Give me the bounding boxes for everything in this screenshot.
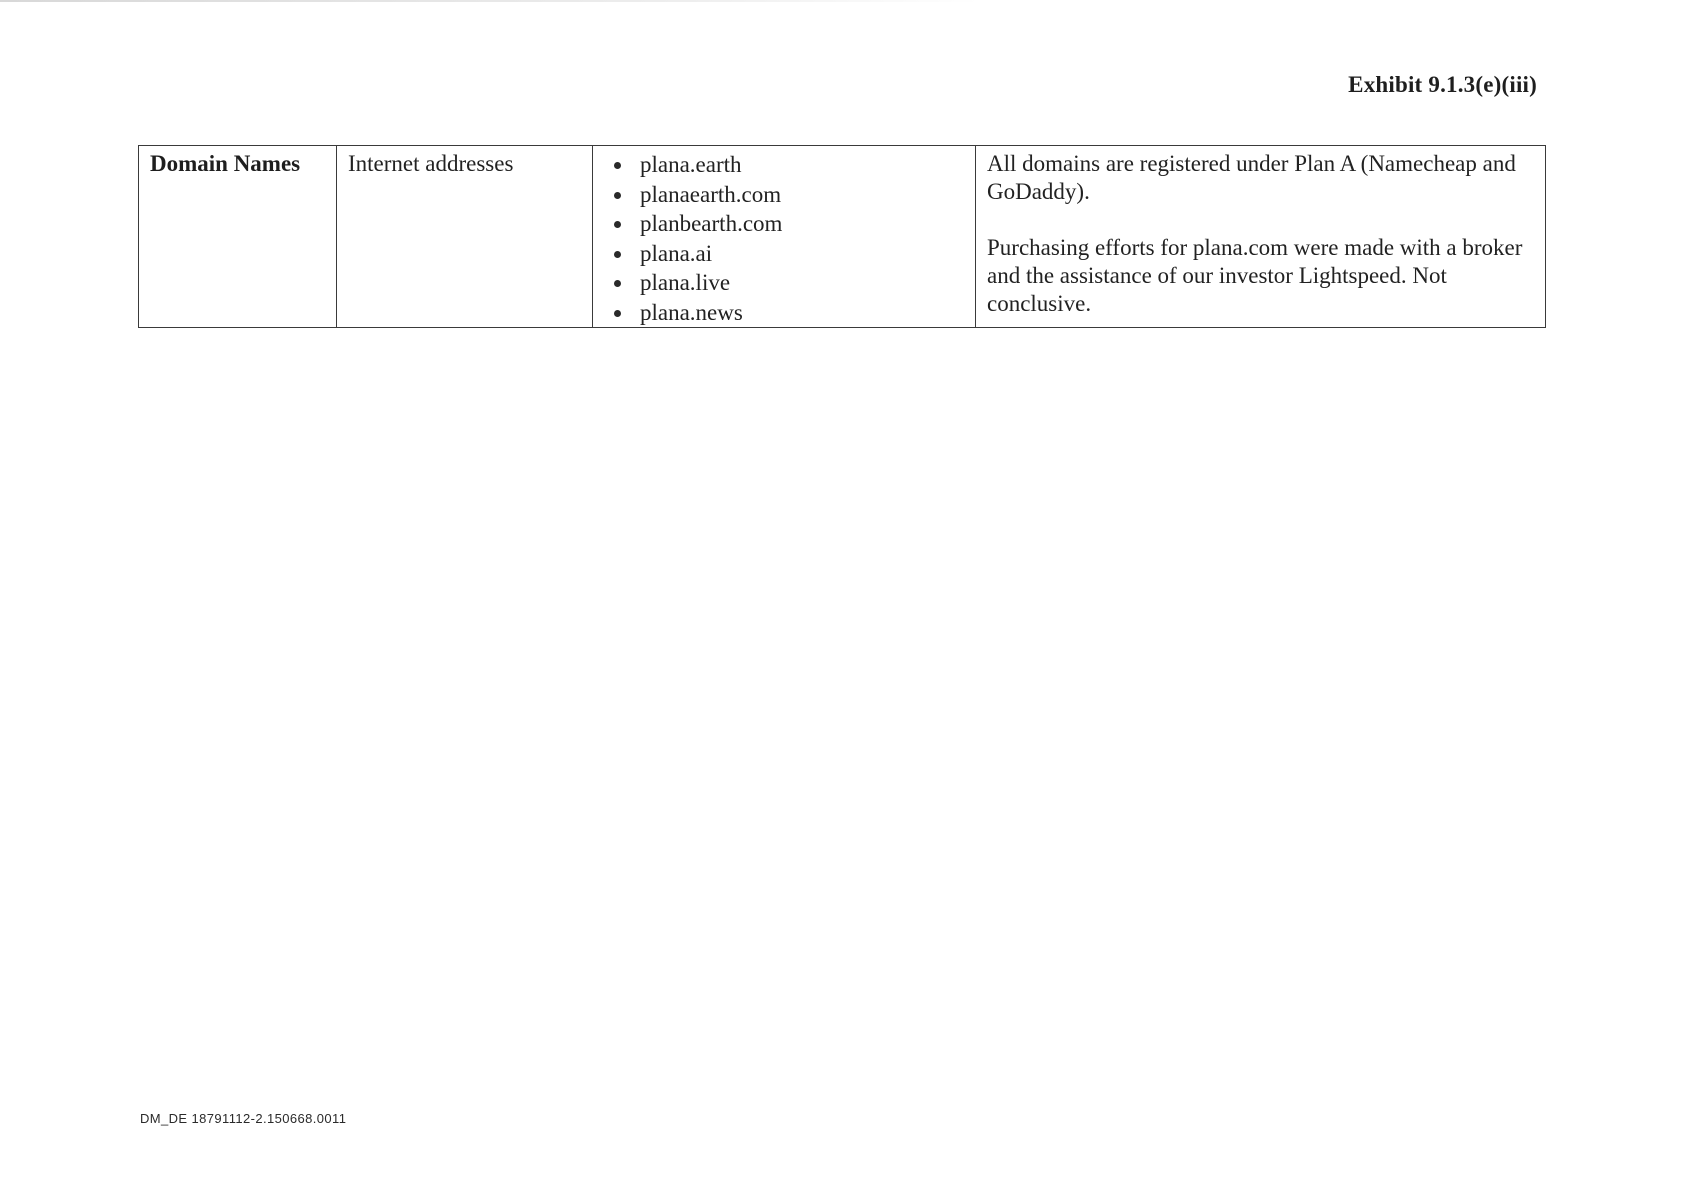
list-item [604,268,965,298]
domain-name: plana.earth [640,152,742,177]
list-item [604,180,965,210]
domain-list [604,150,965,327]
bullet-icon [614,251,621,258]
bullet-icon [614,280,621,287]
bullet-icon [614,192,621,199]
domain-name: plana.news [640,299,743,325]
domain-names-table [138,145,1546,328]
registration-note: All domains are registered under Plan A (Namecheap and GoDaddy). [987,151,1516,204]
exhibit-label: Exhibit 9.1.3(e)(iii) [1348,72,1537,97]
bullet-icon [614,221,621,228]
notes-cell [976,146,1546,328]
domain-name: plana.live [640,270,731,295]
bullet-icon [614,162,621,169]
list-item [604,239,965,269]
bullet-icon [614,310,621,317]
list-item [604,150,965,180]
list-item [604,298,965,328]
domain-name: plana.ai [640,240,713,266]
category-cell: Domain Names [139,146,337,328]
footer-doc-id: DM_DE 18791112-2.150668.0011 [140,1111,347,1126]
description-cell: Internet addresses [337,146,593,328]
domain-name: planaearth.com [640,181,782,207]
domain-name: planbearth.com [640,211,783,236]
purchasing-note: Purchasing efforts for plana.com were made with a broker and the assistance of our investor Lightspeed. Not conclusive. [987,235,1523,316]
table-row [139,146,1546,328]
scan-edge-artifact [0,0,980,2]
list-item [604,209,965,239]
domains-cell [593,146,976,328]
